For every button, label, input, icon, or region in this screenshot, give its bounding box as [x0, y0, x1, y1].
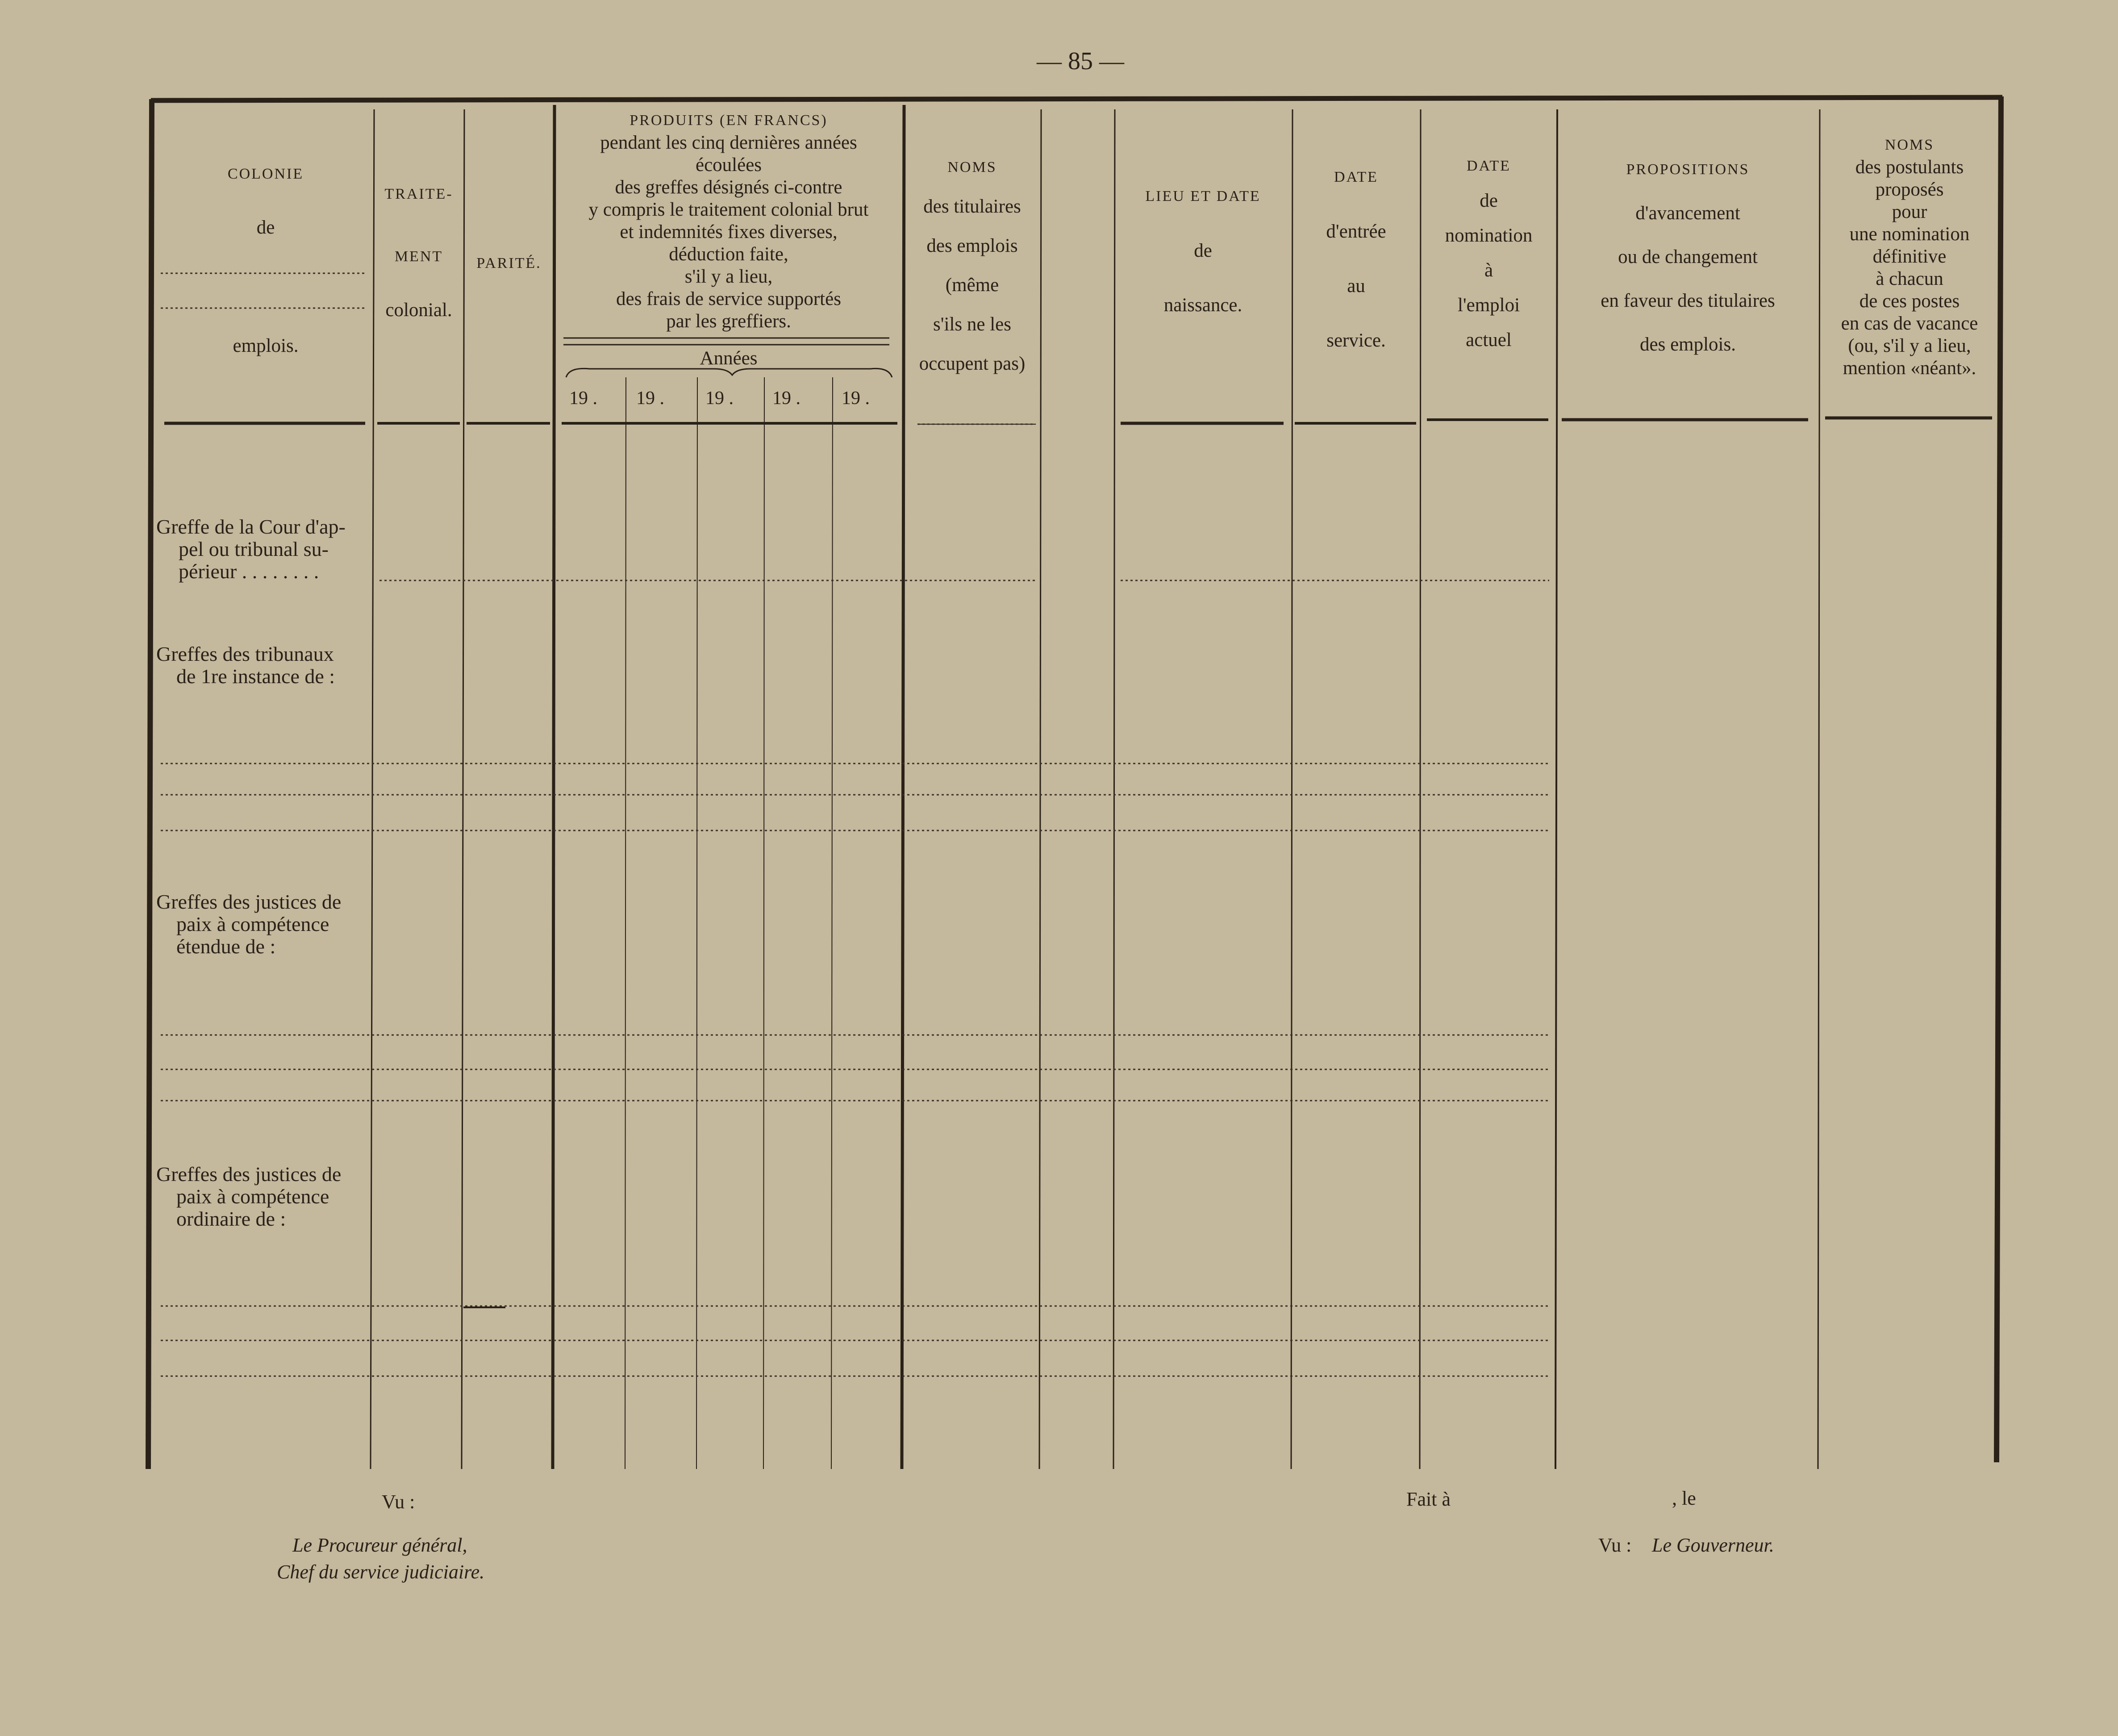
header-produits-line-7: déduction faite,	[669, 244, 788, 265]
header-produits-line-1: PRODUITS (EN FRANCS)	[630, 112, 828, 129]
header-parite-label: PARITÉ.	[476, 255, 542, 271]
header-noms-postulants-line-11: mention «néant».	[1843, 358, 1976, 379]
row-label-line: Greffes des tribunaux	[156, 643, 334, 665]
header-produits-line-5: y compris le traitement colonial brut	[588, 199, 869, 220]
row-label-justices-paix-etendue	[156, 891, 371, 958]
header-date-entree-line-2: d'entrée	[1326, 221, 1386, 242]
header-date-nomination-line-6: actuel	[1466, 330, 1512, 351]
header-produits-line-2: pendant les cinq dernières années	[600, 132, 857, 153]
row-label-justices-paix-ordinaire	[156, 1163, 371, 1230]
header-produits-line-8: s'il y a lieu,	[684, 266, 773, 287]
header-produits-line-10: par les greffiers.	[666, 311, 791, 332]
header-noms-postulants	[1818, 134, 2001, 380]
header-lieu-date-line-2: de	[1194, 240, 1212, 261]
header-propositions-line-5: des emplois.	[1640, 334, 1736, 355]
year-5: 19 .	[842, 388, 870, 409]
year-1: 19 .	[569, 388, 597, 409]
header-produits-line-4: des greffes désignés ci-contre	[615, 177, 842, 198]
row-label-cour-appel	[156, 516, 371, 583]
header-date-nomination-line-2: de	[1480, 190, 1498, 211]
row-label-line: étendue de :	[176, 935, 276, 958]
header-noms-postulants-line-2: des postulants	[1855, 157, 1964, 178]
header-produits	[555, 109, 903, 333]
footer-fait-a: Fait à	[1406, 1488, 1451, 1510]
header-lieu-date	[1115, 185, 1291, 317]
header-lieu-date-line-3: naissance.	[1163, 295, 1242, 316]
header-produits-line-3: écoulées	[695, 154, 762, 175]
header-date-entree-line-3: au	[1347, 275, 1365, 296]
year-3: 19 .	[705, 388, 734, 409]
header-noms-titulaires	[904, 156, 1040, 375]
row-label-line: de 1re instance de :	[176, 665, 335, 688]
header-date-nomination-line-4: à	[1484, 260, 1493, 281]
header-propositions-line-1: PROPOSITIONS	[1626, 161, 1750, 178]
header-produits-line-9: des frais de service supportés	[616, 288, 841, 309]
header-date-entree	[1292, 166, 1420, 352]
header-noms-titulaires-line-4: (même	[945, 275, 999, 296]
footer-vu-right: Vu :	[1598, 1534, 1632, 1556]
header-traitement-line-3: colonial.	[385, 300, 452, 321]
header-noms-titulaires-line-6: occupent pas)	[919, 353, 1026, 374]
header-propositions-line-4: en faveur des titulaires	[1601, 290, 1775, 311]
header-colonie	[158, 163, 373, 357]
header-date-entree-line-1: DATE	[1334, 169, 1378, 185]
header-lieu-date-line-1: LIEU ET DATE	[1145, 188, 1261, 204]
year-4: 19 .	[772, 388, 801, 409]
header-colonie-title: COLONIE	[227, 166, 304, 182]
header-noms-postulants-line-8: de ces postes	[1859, 291, 1960, 312]
header-propositions	[1557, 159, 1818, 356]
footer-vu-left: Vu :	[382, 1491, 415, 1513]
header-noms-titulaires-line-3: des emplois	[926, 235, 1018, 256]
year-2: 19 .	[636, 388, 664, 409]
header-noms-postulants-line-4: pour	[1892, 201, 1927, 222]
row-label-line: Greffe de la Cour d'ap-	[156, 515, 346, 538]
header-traitement	[374, 183, 463, 321]
row-label-line: ordinaire de :	[176, 1207, 286, 1230]
header-propositions-line-3: ou de changement	[1618, 246, 1758, 267]
header-noms-postulants-line-7: à chacun	[1876, 268, 1943, 289]
row-label-line: paix à compétence	[176, 913, 329, 935]
header-noms-titulaires-line-1: NOMS	[947, 159, 997, 175]
header-date-nomination-line-5: l'emploi	[1457, 295, 1520, 316]
header-noms-titulaires-line-2: des titulaires	[923, 196, 1021, 217]
footer-le: , le	[1672, 1487, 1696, 1509]
header-noms-postulants-line-9: en cas de vacance	[1841, 313, 1978, 334]
header-date-nomination	[1421, 155, 1557, 351]
header-colonie-emplois: emplois.	[233, 335, 299, 356]
header-noms-postulants-line-5: une nomination	[1849, 224, 1970, 245]
row-label-line: périeur . . . . . . . .	[179, 560, 319, 583]
header-traitement-line-2: MENT	[394, 248, 443, 265]
footer-chef-service: Chef du service judiciaire.	[277, 1561, 485, 1583]
header-noms-postulants-line-6: définitive	[1872, 246, 1947, 267]
header-colonie-de: de	[256, 217, 275, 238]
header-noms-postulants-line-1: NOMS	[1885, 137, 1935, 153]
footer-procureur: Le Procureur général,	[292, 1534, 467, 1556]
header-propositions-line-2: d'avancement	[1635, 203, 1740, 224]
header-date-nomination-line-1: DATE	[1467, 158, 1511, 174]
header-annees: Années	[700, 348, 758, 369]
row-label-line: paix à compétence	[176, 1185, 329, 1208]
footer-gouverneur: Le Gouverneur.	[1652, 1534, 1774, 1556]
header-noms-postulants-line-10: (ou, s'il y a lieu,	[1848, 335, 1971, 356]
header-parite	[464, 252, 554, 275]
header-produits-line-6: et indemnités fixes diverses,	[620, 221, 838, 242]
row-label-line: pel ou tribunal su-	[179, 538, 329, 560]
row-label-line: Greffes des justices de	[156, 890, 342, 913]
header-noms-postulants-line-3: proposés	[1875, 179, 1944, 200]
page-number: — 85 —	[1037, 47, 1124, 75]
header-date-nomination-line-3: nomination	[1445, 225, 1533, 246]
row-label-line: Greffes des justices de	[156, 1163, 342, 1185]
header-noms-titulaires-line-5: s'ils ne les	[933, 314, 1011, 335]
header-date-entree-line-4: service.	[1326, 330, 1386, 351]
row-label-tribunaux-instance	[156, 643, 371, 688]
header-traitement-line-1: TRAITE-	[384, 186, 453, 202]
